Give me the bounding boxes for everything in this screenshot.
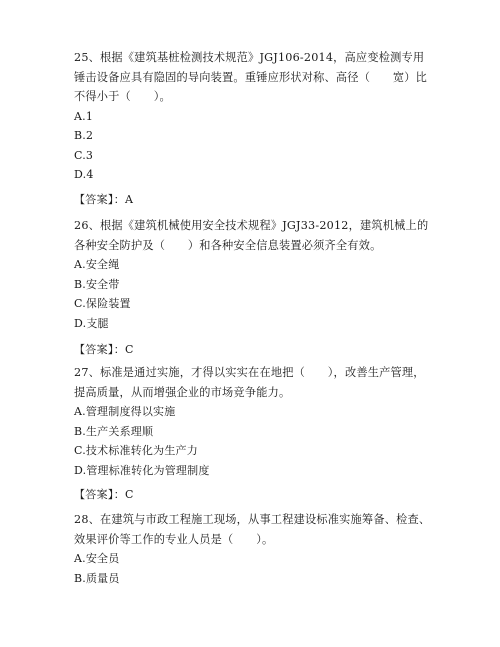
option-list — [74, 549, 434, 588]
option-a: A.安全绳 — [74, 258, 120, 271]
option-d: D.支腿 — [74, 316, 109, 330]
option-a: A.安全员 — [74, 552, 120, 565]
question-26 — [74, 216, 434, 333]
option-list — [74, 255, 434, 333]
question-stem: 28、在建筑与市政工程施工现场，从事工程建设标准实施筹备、检查、效果评价等工作的专业人员是（ ）。 — [74, 513, 431, 546]
question-25 — [74, 48, 434, 185]
option-b: B.安全带 — [74, 277, 120, 291]
question-27 — [74, 363, 434, 480]
option-a: A.1 — [74, 109, 94, 123]
option-b: B.质量员 — [74, 571, 120, 585]
question-28 — [74, 510, 434, 588]
option-b: B.2 — [74, 129, 94, 142]
option-list — [74, 107, 434, 185]
answer-27: 【答案】：C — [74, 488, 134, 501]
option-c: C.保险装置 — [74, 297, 131, 310]
question-stem: 27、标准是通过实施，才得以实实在在地把（ ），改善生产管理，提高质量，从而增强企业的市场竞争能力。 — [74, 366, 425, 399]
option-c: C.技术标准转化为生产力 — [74, 444, 198, 457]
question-stem: 26、根据《建筑机械使用安全技术规程》JGJ33-2012，建筑机械上的各种安全防护及（ ）和各种安全信息装置必须齐全有效。 — [74, 219, 429, 252]
option-list — [74, 402, 434, 480]
option-c: C.3 — [74, 148, 94, 162]
option-a: A.管理制度得以实施 — [74, 405, 176, 418]
option-d: D.4 — [74, 168, 94, 181]
question-stem: 25、根据《建筑基桩检测技术规范》JGJ106-2014，高应变检测专用锤击设备应具有隐固的导向装置。重锤应形状对称、高径（ 宽）比不得小于（ ）。 — [74, 51, 428, 103]
answer-26: 【答案】：C — [74, 343, 134, 356]
option-d: D.管理标准转化为管理制度 — [74, 463, 210, 477]
option-b: B.生产关系理顺 — [74, 424, 154, 438]
answer-25: 【答案】：A — [74, 193, 134, 206]
